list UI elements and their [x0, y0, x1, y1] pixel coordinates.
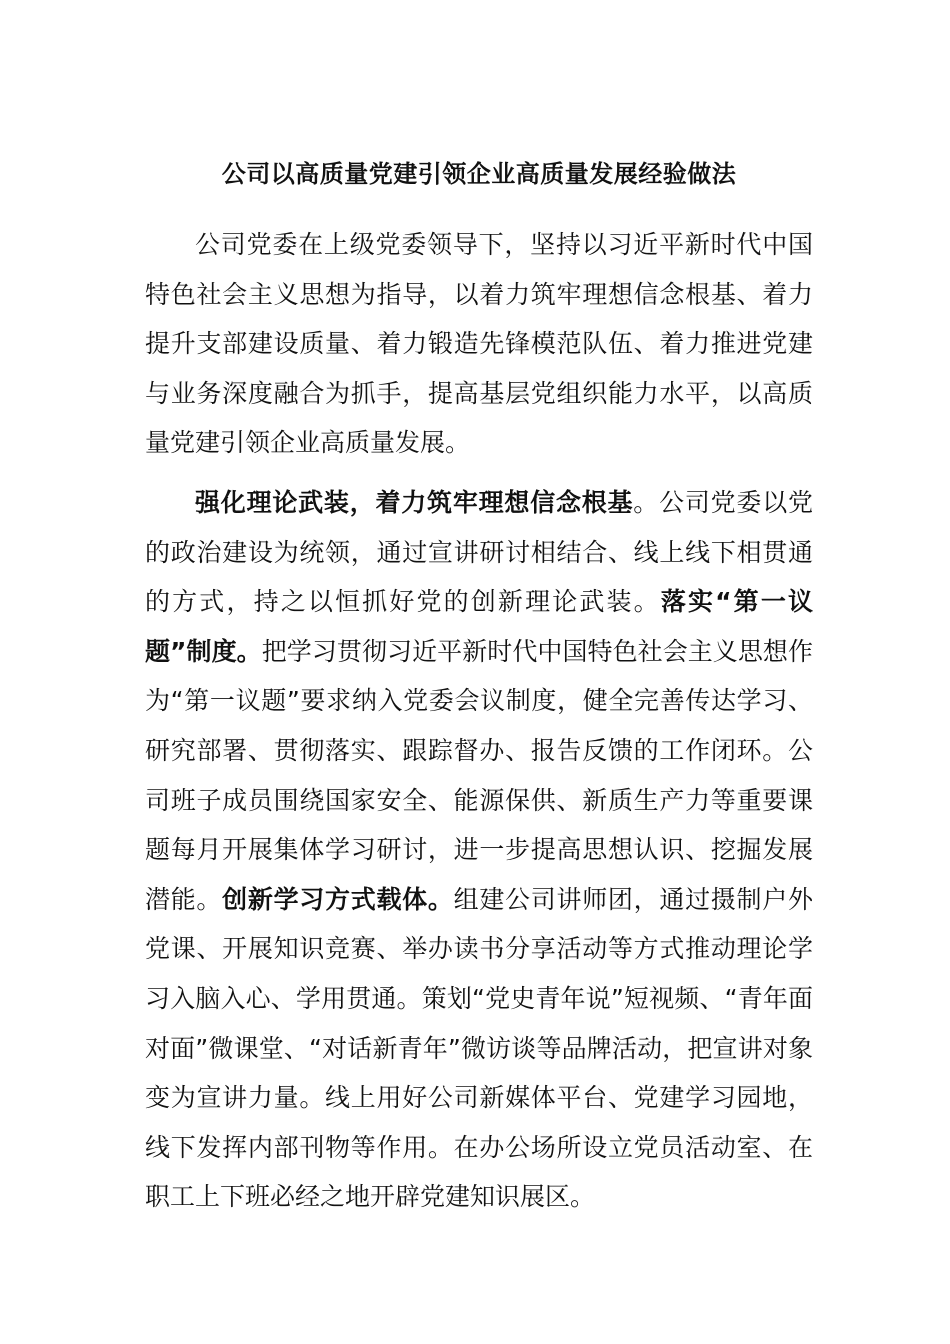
section1-text: 。公司党委以党的政治建设为统领，通过宣讲研讨相结合、线上线下相贯通的方式，持之以恒抓好党的创新理论武装。 [145, 487, 813, 617]
sub2-text: 组建公司讲师团，通过摄制户外党课、开展知识竞赛、举办读书分享活动等方式推动理论学习入脑入心、学用贯通。策划“党史青年说”短视频、“青年面对面”微课堂、“对话新青年”微访谈等品牌活动，把宣讲对象变为宣讲力量。线上用好公司新媒体平台、党建学习园地，线下发挥内部刊物等作用。在办公场所设立党员活动室、在职工上下班必经之地开辟党建知识展区。 [145, 884, 813, 1212]
intro-paragraph: 公司党委在上级党委领导下，坚持以习近平新时代中国特色社会主义思想为指导，以着力筑牢理想信念根基、着力提升支部建设质量、着力锻造先锋模范队伍、着力推进党建与业务深度融合为抓手，提高基层党组织能力水平，以高质量党建引领企业高质量发展。 [145, 230, 813, 458]
sub1-text: 把学习贯彻习近平新时代中国特色社会主义思想作为“第一议题”要求纳入党委会议制度，健全完善传达学习、研究部署、贯彻落实、跟踪督办、报告反馈的工作闭环。公司班子成员围绕国家安全、能源保供、新质生产力等重要课题每月开展集体学习研讨，进一步提高思想认识、挖掘发展潜能。 [145, 636, 813, 914]
section1-heading: 强化理论武装，着力筑牢理想信念根基 [195, 487, 634, 517]
document-page [145, 150, 813, 1232]
sub1-heading: 落实“第一议题”制度。 [145, 587, 813, 666]
document-title: 公司以高质量党建引领企业高质量发展经验做法 [221, 160, 737, 188]
section1-paragraph [145, 478, 813, 1222]
sub2-heading: 创新学习方式载体。 [222, 884, 454, 914]
